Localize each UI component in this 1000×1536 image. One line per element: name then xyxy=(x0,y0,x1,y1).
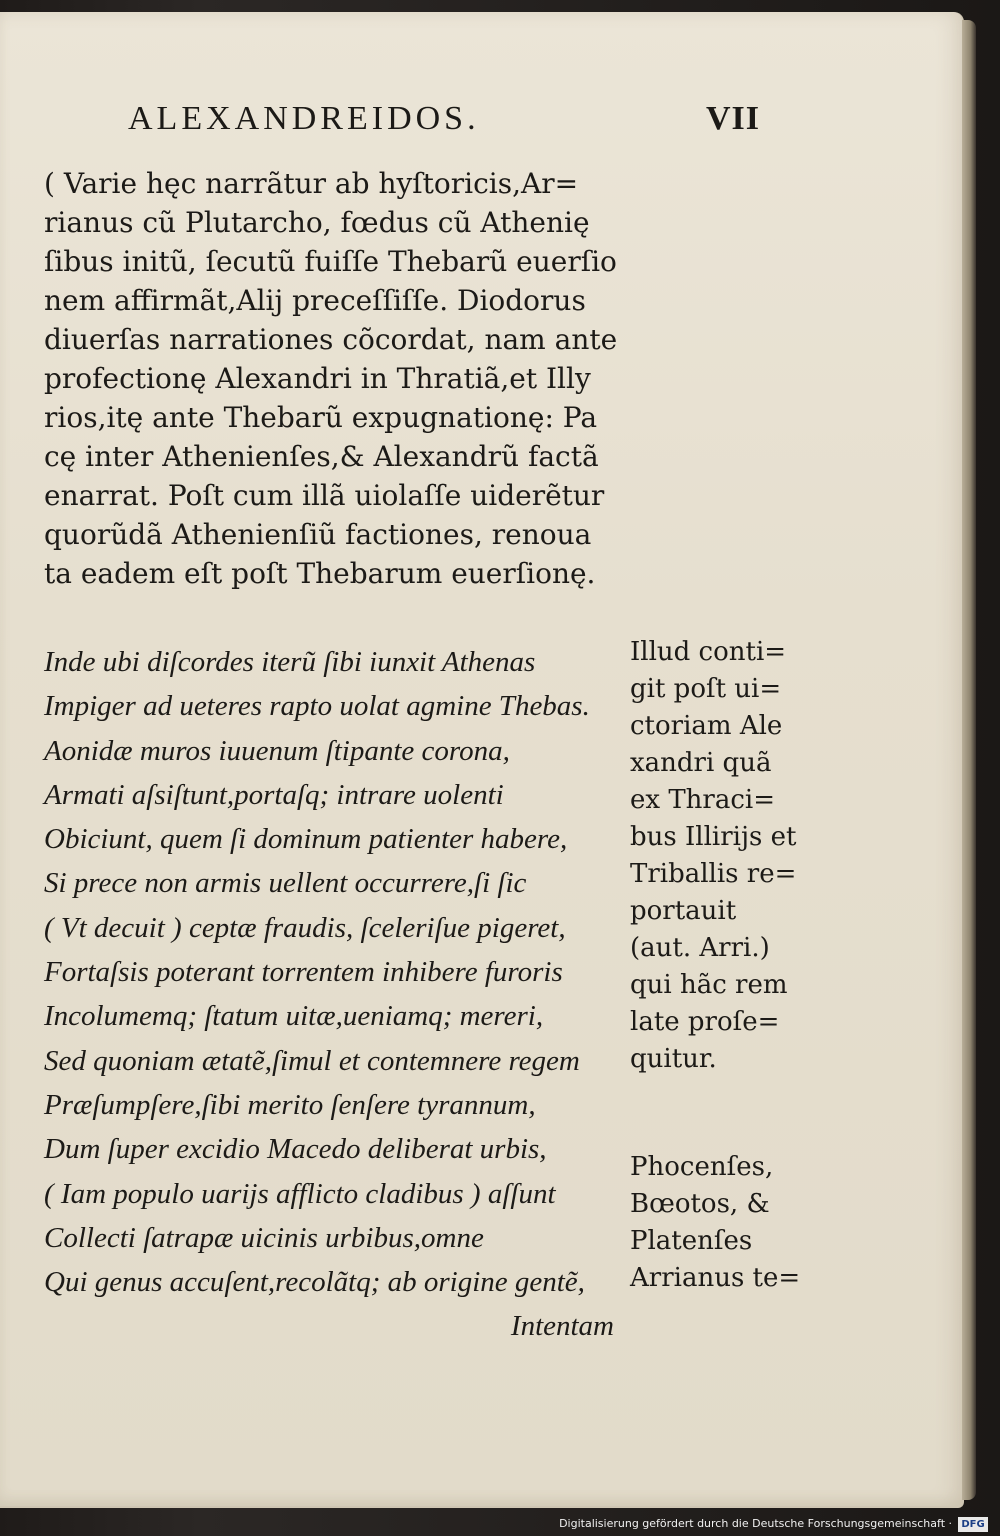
folio-number: VII xyxy=(706,100,761,137)
marginal-note-line: Illud conti= xyxy=(630,637,787,667)
verse-line: Præſumpſere,ſibi merito ſenſere tyrannum, xyxy=(44,1088,536,1121)
marginal-note-line: ctoriam Ale xyxy=(630,711,783,741)
marginal-note-line: Arrianus te= xyxy=(630,1263,801,1293)
page-stack-edge xyxy=(962,20,976,1500)
verse-line: Aonidæ muros iuuenum ſtipante corona, xyxy=(44,734,510,767)
marginal-note-line: bus Illirijs et xyxy=(630,822,797,852)
commentary-line: diuerſas narrationes cõcordat, nam ante xyxy=(44,323,618,356)
commentary-line: nem affirmãt,Alij preceſſiſſe. Diodorus xyxy=(44,284,586,317)
commentary-line: ſibus initũ, ſecutũ fuiſſe Thebarũ euerſio xyxy=(44,245,617,278)
marginal-note-line: git poſt ui= xyxy=(630,674,782,704)
marginal-note xyxy=(630,634,830,1078)
verse-line: Si prece non armis uellent occurrere,ſi ſic xyxy=(44,867,527,900)
verse-line: Inde ubi diſcordes iterũ ſibi iunxit Athenas xyxy=(44,646,536,678)
marginal-note xyxy=(630,1149,830,1297)
commentary-line: enarrat. Poſt cum illã uiolaſſe uiderẽtur xyxy=(44,479,605,512)
verse-line: Dum ſuper excidio Macedo deliberat urbis, xyxy=(44,1133,547,1166)
verse-block xyxy=(44,640,634,1349)
marginal-note-line: portauit xyxy=(630,896,737,926)
verse-line: Collecti ſatrapæ uicinis urbibus,omne xyxy=(44,1221,484,1254)
marginal-note-line: quitur. xyxy=(630,1044,717,1074)
verse-line: Qui genus accuſent,recolãtq; ab origine gentẽ, xyxy=(44,1266,585,1299)
marginal-note-line: Platenſes xyxy=(630,1226,753,1256)
marginal-note-line: ex Thraci= xyxy=(630,785,775,815)
verse-line: Obiciunt, quem ſi dominum patienter habere, xyxy=(44,823,568,856)
commentary-line: rios,itę ante Thebarũ expugnationę: Pa xyxy=(44,401,598,434)
commentary-line: ( Varie hęc narrãtur ab hyſtoricis,Ar= xyxy=(44,167,579,200)
marginal-note-line: Bœotos, & xyxy=(630,1189,770,1219)
running-head: ALEXANDREIDOS. xyxy=(128,100,480,137)
marginal-note-line: qui hãc rem xyxy=(630,970,788,1000)
verse-line: Armati aſsiſtunt,portaſq; intrare uolenti xyxy=(44,778,504,811)
commentary-line: ta eadem eſt poſt Thebarum euerſionę. xyxy=(44,557,596,590)
verse-line: Incolumemq; ſtatum uitæ,ueniamq; mereri, xyxy=(44,1000,544,1033)
digitization-credit: Digitalisierung gefördert durch die Deutsche Forschungsgemeinschaft · xyxy=(559,1517,952,1530)
commentary-line: quorũdã Athenienſiũ factiones, renoua xyxy=(44,518,592,551)
verse-line: Fortaſsis poterant torrentem inhibere furoris xyxy=(44,956,563,989)
marginal-note-line: xandri quã xyxy=(630,748,772,778)
verse-line: Sed quoniam ætatẽ,ſimul et contemnere regem xyxy=(44,1044,580,1077)
commentary-line: profectionę Alexandri in Thratiã,et Illy xyxy=(44,362,591,395)
marginal-note-line: (aut. Arri.) xyxy=(630,933,770,963)
verse-line: ( Iam populo uarijs afflicto cladibus ) aſſunt xyxy=(44,1177,556,1210)
marginal-note-line: Triballis re= xyxy=(630,859,797,889)
marginal-note-line: Phocenſes, xyxy=(630,1152,774,1182)
book-page xyxy=(0,12,964,1508)
commentary-block xyxy=(44,164,644,593)
commentary-line: cę inter Athenienſes,& Alexandrũ factã xyxy=(44,440,599,473)
verse-line: Impiger ad ueteres rapto uolat agmine Thebas. xyxy=(44,690,590,723)
verse-line: ( Vt decuit ) ceptæ fraudis, ſceleriſue pigeret, xyxy=(44,911,566,944)
marginal-note-line: late proſe= xyxy=(630,1007,780,1037)
commentary-line: rianus cũ Plutarcho, fœdus cũ Athenię xyxy=(44,206,590,239)
dfg-logo: DFG xyxy=(958,1517,988,1532)
catchword: Intentam xyxy=(510,1310,614,1343)
